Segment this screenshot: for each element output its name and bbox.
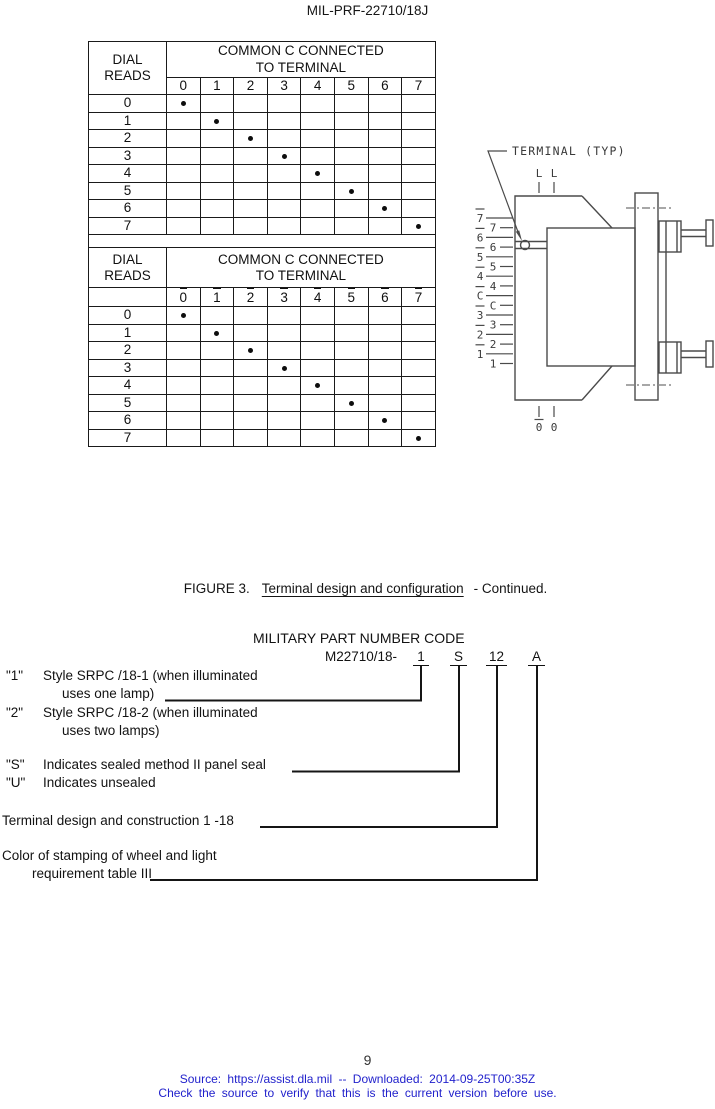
common-c-header: COMMON C CONNECTED TO TERMINAL bbox=[167, 248, 436, 288]
connection-cell bbox=[301, 182, 335, 200]
connection-dot bbox=[181, 101, 186, 106]
callout-text: Style SRPC /18-2 (when illuminated bbox=[43, 705, 258, 720]
dial-reads-value: 3 bbox=[89, 147, 167, 165]
connection-cell bbox=[200, 324, 234, 342]
connection-cell bbox=[368, 165, 402, 183]
dial-reads-value: 0 bbox=[89, 307, 167, 325]
connection-cell bbox=[301, 394, 335, 412]
connection-cell bbox=[200, 429, 234, 447]
connection-cell bbox=[234, 342, 268, 360]
connection-cell bbox=[334, 112, 368, 130]
dial-reads-value: 6 bbox=[89, 200, 167, 218]
connection-cell bbox=[167, 95, 201, 113]
connection-cell bbox=[368, 377, 402, 395]
leader-arrowhead-icon bbox=[516, 230, 522, 241]
connection-cell bbox=[402, 429, 436, 447]
figure-suffix: - Continued. bbox=[473, 581, 548, 596]
dial-reads-value: 4 bbox=[89, 377, 167, 395]
connection-cell bbox=[334, 130, 368, 148]
connection-dot bbox=[282, 154, 287, 159]
terminal-column-header: 0 bbox=[167, 78, 201, 95]
connection-cell bbox=[368, 342, 402, 360]
connection-cell bbox=[234, 165, 268, 183]
upper-shaft bbox=[681, 230, 706, 237]
part-number-code-title: MILITARY PART NUMBER CODE bbox=[253, 630, 465, 646]
terminal-label-overlined: 5 bbox=[476, 250, 484, 264]
terminal-label: 3 bbox=[489, 318, 497, 332]
table-row bbox=[89, 429, 436, 447]
terminal-label-overlined: 4 bbox=[476, 270, 484, 284]
lower-shaft bbox=[681, 351, 706, 358]
callout-text: requirement table III bbox=[32, 866, 153, 881]
connection-cell bbox=[301, 359, 335, 377]
connection-cell bbox=[267, 147, 301, 165]
terminal-label: 4 bbox=[489, 279, 497, 293]
connection-cell bbox=[167, 377, 201, 395]
callout-text: Style SRPC /18-1 (when illuminated bbox=[43, 668, 258, 683]
upper-bushing bbox=[659, 221, 681, 252]
connection-cell bbox=[402, 324, 436, 342]
table-row bbox=[89, 165, 436, 183]
connection-cell bbox=[267, 130, 301, 148]
connection-dot bbox=[248, 136, 253, 141]
connection-cell bbox=[267, 165, 301, 183]
terminal-column-header bbox=[167, 288, 201, 307]
lamp-terminal-label: L bbox=[535, 167, 543, 180]
dial-reads-value: 1 bbox=[89, 324, 167, 342]
connection-cell bbox=[167, 200, 201, 218]
terminal-column-header: 4 bbox=[301, 78, 335, 95]
terminal-column-header bbox=[301, 288, 335, 307]
terminal-label-overlined: 1 bbox=[476, 347, 484, 361]
connection-cell bbox=[234, 359, 268, 377]
connection-cell bbox=[301, 412, 335, 430]
table-row bbox=[89, 217, 436, 235]
connection-cell bbox=[368, 324, 402, 342]
table-row bbox=[89, 147, 436, 165]
terminal-label: 2 bbox=[489, 338, 497, 352]
table-row bbox=[89, 130, 436, 148]
connection-cell bbox=[402, 412, 436, 430]
connection-cell bbox=[334, 147, 368, 165]
dial-reads-header: DIAL READS bbox=[89, 42, 167, 95]
connection-cell bbox=[368, 95, 402, 113]
connection-cell bbox=[334, 377, 368, 395]
table-row bbox=[89, 377, 436, 395]
military-part-number-code bbox=[0, 628, 560, 890]
terminal-column-header bbox=[267, 288, 301, 307]
dial-subheader-empty-cell bbox=[89, 288, 167, 307]
connection-dot bbox=[382, 418, 387, 423]
connection-dot bbox=[349, 401, 354, 406]
connection-dot bbox=[214, 119, 219, 124]
connection-cell bbox=[301, 112, 335, 130]
terminal-label-overlined: 7 bbox=[476, 212, 484, 225]
dial-reads-value: 0 bbox=[89, 95, 167, 113]
callout-text: Indicates sealed method II panel seal bbox=[43, 757, 266, 772]
terminal-label-overlined: C bbox=[476, 289, 484, 303]
connection-cell bbox=[334, 412, 368, 430]
connection-cell bbox=[234, 412, 268, 430]
connection-cell bbox=[402, 165, 436, 183]
terminal-column-header: 2 bbox=[234, 78, 268, 95]
connection-cell bbox=[402, 377, 436, 395]
callout-text: uses two lamps) bbox=[62, 723, 160, 738]
overlined-terminal-number: 1 bbox=[213, 289, 221, 305]
lamp-terminal-ticks bbox=[539, 182, 554, 193]
connection-cell bbox=[334, 342, 368, 360]
terminal-label-overlined: 6 bbox=[476, 231, 484, 245]
connection-cell bbox=[402, 359, 436, 377]
connection-cell bbox=[334, 95, 368, 113]
terminal-label: 1 bbox=[489, 357, 497, 371]
connection-cell bbox=[234, 95, 268, 113]
connection-dot bbox=[315, 171, 320, 176]
dial-reads-value: 2 bbox=[89, 342, 167, 360]
connection-cell bbox=[267, 324, 301, 342]
upper-shaft-cap bbox=[706, 220, 713, 246]
left-terminal-labels bbox=[476, 209, 514, 371]
terminal-column-header bbox=[200, 288, 234, 307]
connection-cell bbox=[267, 200, 301, 218]
table-row bbox=[89, 394, 436, 412]
figure-title: Terminal design and configuration bbox=[261, 581, 464, 596]
connection-cell bbox=[234, 147, 268, 165]
common-c-connection-tables bbox=[88, 41, 436, 447]
table-row bbox=[89, 307, 436, 325]
connection-cell bbox=[334, 394, 368, 412]
callout-text: Indicates unsealed bbox=[43, 775, 156, 790]
connection-cell bbox=[402, 394, 436, 412]
connection-cell bbox=[267, 182, 301, 200]
connection-cell bbox=[368, 200, 402, 218]
connection-cell bbox=[200, 217, 234, 235]
callout-key: "U" bbox=[6, 775, 26, 790]
connection-cell bbox=[167, 165, 201, 183]
lower-bushing bbox=[659, 342, 681, 373]
dial-reads-value: 3 bbox=[89, 359, 167, 377]
connection-cell bbox=[301, 200, 335, 218]
connection-cell bbox=[234, 200, 268, 218]
terminal-callout-label: TERMINAL (TYP) bbox=[512, 144, 626, 158]
dial-reads-header: DIAL READS bbox=[89, 248, 167, 288]
connection-cell bbox=[402, 130, 436, 148]
connection-cell bbox=[200, 165, 234, 183]
connection-cell bbox=[200, 130, 234, 148]
connection-cell bbox=[167, 429, 201, 447]
lower-shaft-cap bbox=[706, 341, 713, 367]
connection-cell bbox=[368, 429, 402, 447]
connection-cell bbox=[200, 182, 234, 200]
connection-cell bbox=[334, 182, 368, 200]
bottom-terminal-ticks bbox=[539, 406, 554, 417]
connection-cell bbox=[402, 200, 436, 218]
overlined-terminal-number: 4 bbox=[313, 289, 322, 305]
connection-cell bbox=[167, 217, 201, 235]
connection-cell bbox=[301, 324, 335, 342]
terminal-column-header: 7 bbox=[402, 78, 436, 95]
figure-label: FIGURE 3. bbox=[183, 581, 250, 596]
connection-cell bbox=[200, 377, 234, 395]
terminal-label: 7 bbox=[489, 221, 497, 235]
download-footer bbox=[0, 1073, 715, 1100]
connection-cell bbox=[200, 95, 234, 113]
dial-reads-value: 7 bbox=[89, 429, 167, 447]
terminal-strip bbox=[515, 242, 547, 249]
connection-cell bbox=[402, 182, 436, 200]
dial-reads-value: 4 bbox=[89, 165, 167, 183]
callout-text: Terminal design and construction 1 -18 bbox=[2, 813, 234, 828]
connection-dot bbox=[382, 206, 387, 211]
connection-cell bbox=[267, 95, 301, 113]
connection-cell bbox=[234, 112, 268, 130]
terminal-configuration-drawing bbox=[455, 130, 715, 440]
connection-cell bbox=[368, 307, 402, 325]
connection-cell bbox=[267, 394, 301, 412]
dial-reads-value: 5 bbox=[89, 182, 167, 200]
connection-cell bbox=[301, 165, 335, 183]
terminal-label: 5 bbox=[489, 260, 497, 274]
connection-cell bbox=[334, 200, 368, 218]
callout-text: uses one lamp) bbox=[62, 686, 155, 701]
switch-inner-body bbox=[547, 228, 635, 366]
connection-cell bbox=[167, 130, 201, 148]
connection-cell bbox=[200, 412, 234, 430]
connection-cell bbox=[267, 412, 301, 430]
document-number-header: MIL-PRF-22710/18J bbox=[306, 3, 429, 18]
overlined-terminal-number: 2 bbox=[246, 289, 255, 305]
mounting-flange bbox=[635, 193, 658, 400]
code-field-color: A bbox=[528, 649, 545, 666]
connection-cell bbox=[234, 130, 268, 148]
connection-cell bbox=[301, 95, 335, 113]
overlined-terminal-number: 6 bbox=[381, 289, 389, 305]
connection-cell bbox=[167, 147, 201, 165]
connection-cell bbox=[267, 342, 301, 360]
footer-source-line: Source: https://assist.dla.mil -- Downloaded: 2014-09-25T00:35Z bbox=[179, 1072, 536, 1086]
connection-cell bbox=[234, 217, 268, 235]
switch-body-outline bbox=[515, 196, 612, 400]
connection-dot bbox=[181, 313, 186, 318]
connection-cell bbox=[368, 412, 402, 430]
page-number: 9 bbox=[363, 1052, 372, 1068]
connection-cell bbox=[402, 112, 436, 130]
connection-cell bbox=[234, 377, 268, 395]
terminal-column-header bbox=[334, 288, 368, 307]
dial-reads-value: 1 bbox=[89, 112, 167, 130]
connection-cell bbox=[234, 394, 268, 412]
connection-cell bbox=[167, 182, 201, 200]
dial-reads-value: 6 bbox=[89, 412, 167, 430]
connection-cell bbox=[267, 359, 301, 377]
code-field-design: 12 bbox=[486, 649, 507, 666]
connection-cell bbox=[402, 307, 436, 325]
connection-cell bbox=[301, 307, 335, 325]
terminal-column-header bbox=[402, 288, 436, 307]
connection-cell bbox=[234, 429, 268, 447]
centerlines bbox=[626, 208, 671, 385]
bottom-terminal-label-overlined: 0 bbox=[535, 421, 543, 434]
dial-reads-value: 2 bbox=[89, 130, 167, 148]
callout-key: "S" bbox=[6, 757, 25, 772]
connection-cell bbox=[368, 112, 402, 130]
terminal-label: C bbox=[489, 299, 497, 313]
connection-cell bbox=[234, 324, 268, 342]
connection-cell bbox=[368, 359, 402, 377]
code-field-seal: S bbox=[450, 649, 467, 666]
connection-cell bbox=[301, 147, 335, 165]
overlined-terminal-number: 7 bbox=[414, 289, 423, 305]
callout-key: "1" bbox=[6, 668, 24, 683]
connection-dot bbox=[214, 331, 219, 336]
table-row bbox=[89, 342, 436, 360]
terminal-column-header: 5 bbox=[334, 78, 368, 95]
lamp-terminal-label: L bbox=[550, 167, 558, 180]
terminal-column-header bbox=[234, 288, 268, 307]
connection-cell bbox=[267, 307, 301, 325]
table-row bbox=[89, 182, 436, 200]
terminal-column-header bbox=[368, 288, 402, 307]
connection-cell bbox=[267, 429, 301, 447]
connection-cell bbox=[368, 217, 402, 235]
connection-dot bbox=[248, 348, 253, 353]
dial-reads-value: 7 bbox=[89, 217, 167, 235]
connection-cell bbox=[200, 147, 234, 165]
connection-cell bbox=[368, 130, 402, 148]
connection-dot bbox=[282, 366, 287, 371]
connection-cell bbox=[167, 359, 201, 377]
connection-dot bbox=[349, 189, 354, 194]
connection-dot bbox=[416, 436, 421, 441]
connection-cell bbox=[200, 200, 234, 218]
connection-cell bbox=[200, 112, 234, 130]
connection-cell bbox=[334, 165, 368, 183]
table-row bbox=[89, 112, 436, 130]
connection-cell bbox=[334, 429, 368, 447]
connection-cell bbox=[301, 429, 335, 447]
connection-dot bbox=[315, 383, 320, 388]
overlined-terminal-number: 5 bbox=[347, 289, 356, 305]
connection-cell bbox=[267, 217, 301, 235]
table-row bbox=[89, 359, 436, 377]
connection-cell bbox=[334, 217, 368, 235]
footer-check-line: Check the source to verify that this is the current version before use. bbox=[158, 1085, 557, 1100]
connection-cell bbox=[334, 324, 368, 342]
connection-cell bbox=[334, 307, 368, 325]
terminal-column-header: 6 bbox=[368, 78, 402, 95]
terminal-column-header: 1 bbox=[200, 78, 234, 95]
callout-text: Color of stamping of wheel and light bbox=[2, 848, 217, 863]
table-spacer bbox=[89, 235, 436, 248]
connection-cell bbox=[267, 112, 301, 130]
terminal-label-overlined: 2 bbox=[476, 328, 484, 342]
terminal-label: 6 bbox=[489, 241, 497, 255]
connection-cell bbox=[402, 217, 436, 235]
overlined-terminal-number: 0 bbox=[179, 289, 188, 305]
terminal-label-overlined: 3 bbox=[476, 309, 484, 322]
connection-cell bbox=[301, 377, 335, 395]
connection-cell bbox=[167, 307, 201, 325]
connection-cell bbox=[368, 182, 402, 200]
connection-cell bbox=[301, 130, 335, 148]
overlined-terminal-number: 3 bbox=[280, 289, 288, 305]
table-row bbox=[89, 324, 436, 342]
connection-cell bbox=[402, 147, 436, 165]
connection-cell bbox=[167, 394, 201, 412]
connection-cell bbox=[368, 394, 402, 412]
dial-reads-value: 5 bbox=[89, 394, 167, 412]
connection-cell bbox=[167, 112, 201, 130]
connection-cell bbox=[167, 412, 201, 430]
connection-cell bbox=[167, 324, 201, 342]
connection-dot bbox=[416, 224, 421, 229]
connection-cell bbox=[402, 342, 436, 360]
terminal-column-header: 3 bbox=[267, 78, 301, 95]
table-row bbox=[89, 95, 436, 113]
callout-key: "2" bbox=[6, 705, 24, 720]
connection-cell bbox=[234, 182, 268, 200]
connection-cell bbox=[301, 342, 335, 360]
connection-cell bbox=[267, 377, 301, 395]
connection-cell bbox=[200, 394, 234, 412]
connection-cell bbox=[200, 342, 234, 360]
table-row bbox=[89, 200, 436, 218]
common-c-header: COMMON C CONNECTED TO TERMINAL bbox=[167, 42, 436, 78]
connection-cell bbox=[402, 95, 436, 113]
connection-cell bbox=[301, 217, 335, 235]
code-field-style: 1 bbox=[413, 649, 429, 666]
connection-cell bbox=[167, 342, 201, 360]
table-row bbox=[89, 412, 436, 430]
base-part-number: M22710/18- bbox=[325, 649, 398, 664]
connection-cell bbox=[234, 307, 268, 325]
figure-caption bbox=[0, 581, 715, 596]
connection-cell bbox=[200, 359, 234, 377]
connection-cell bbox=[368, 147, 402, 165]
bottom-terminal-label: 0 bbox=[550, 421, 558, 434]
connection-cell bbox=[200, 307, 234, 325]
connection-cell bbox=[334, 359, 368, 377]
